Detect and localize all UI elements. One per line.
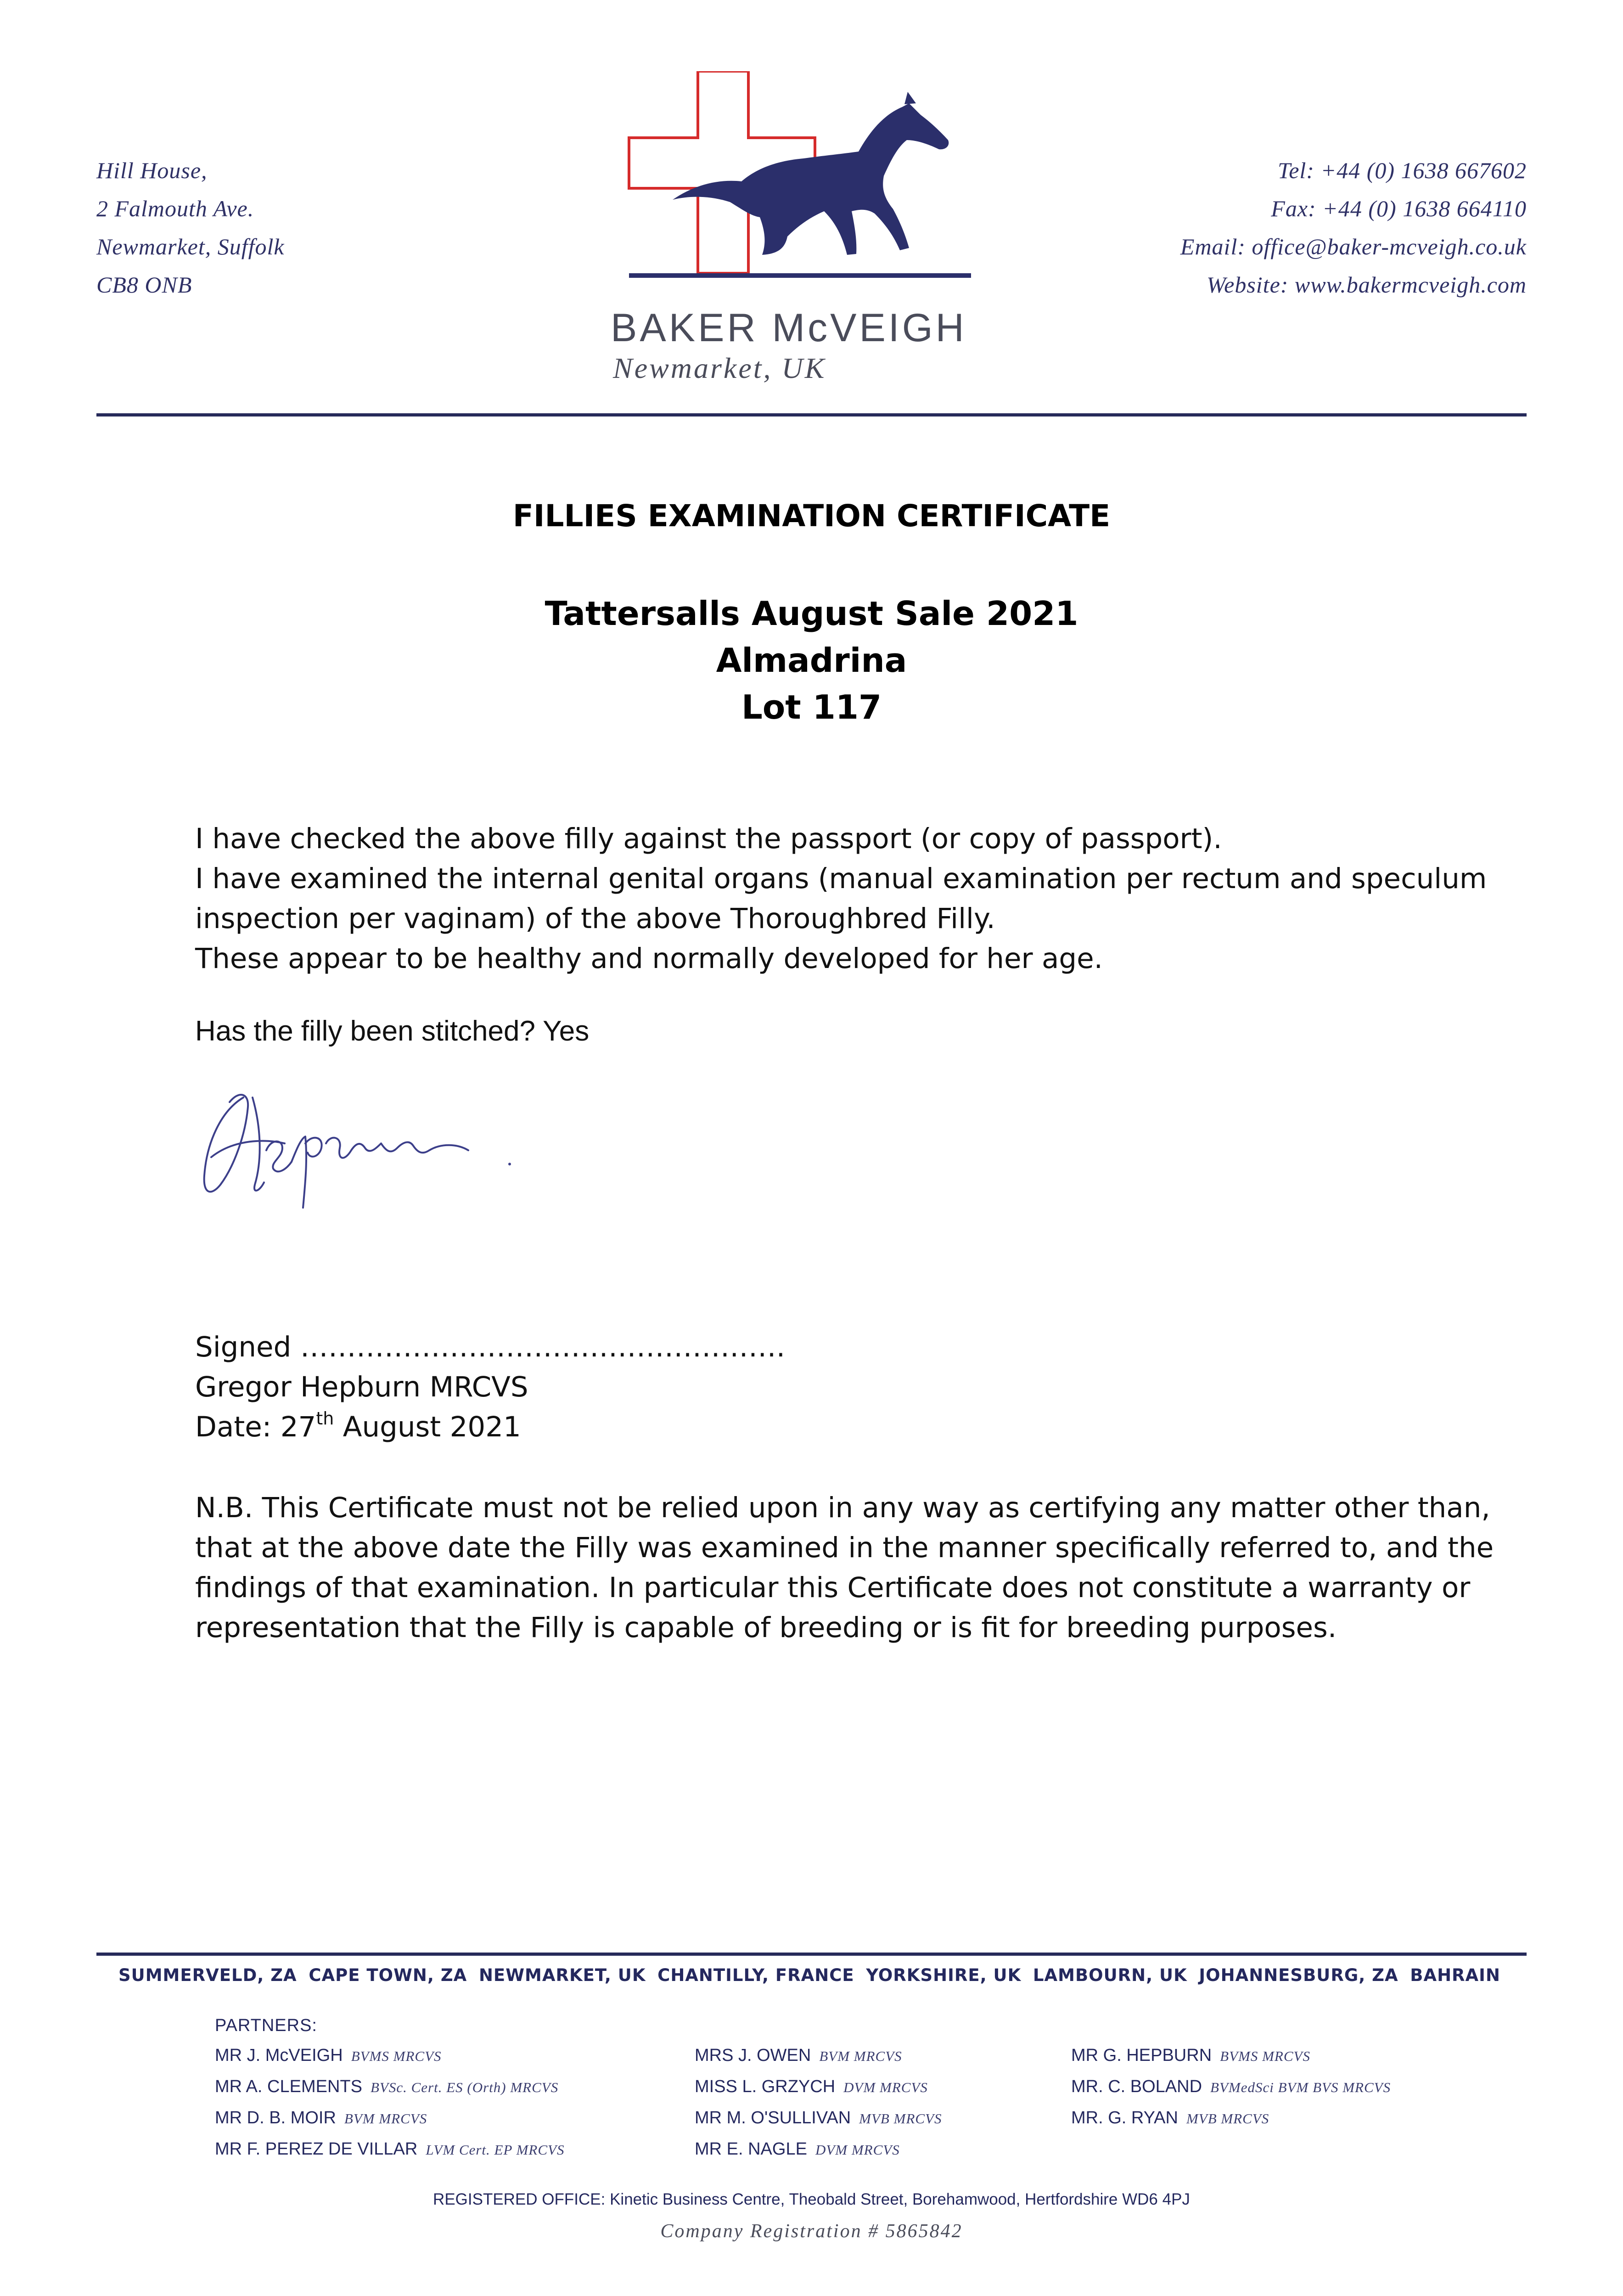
galloping-horse-icon (673, 92, 949, 255)
signature-block (195, 1327, 785, 1447)
contact-block (1180, 152, 1527, 304)
footer-divider (96, 1953, 1527, 1956)
horse-name: Almadrina (716, 641, 907, 680)
body-line: These appear to be healthy and normally developed for her age. (195, 942, 1103, 975)
partner-entry: MR D. B. MOIR BVM MRCVS (215, 2108, 427, 2127)
fax-line: Fax: +44 (0) 1638 664110 (1271, 196, 1527, 221)
signed-line: Signed ……………………………………………. (195, 1331, 786, 1363)
partners-column (1071, 2046, 1391, 2139)
lot-number: Lot 117 (741, 688, 882, 726)
email-line: Email: office@baker-mcveigh.co.uk (1180, 234, 1527, 259)
body-line: I have checked the above filly against the passport (or copy of passport). (195, 822, 1222, 855)
partner-entry: MR G. HEPBURN BVMS MRCVS (1071, 2046, 1310, 2065)
registered-office: REGISTERED OFFICE: Kinetic Business Centre, Theobald Street, Borehamwood, Hertfordshire WD6 4PJ (433, 2190, 1190, 2208)
company-registration: Company Registration # 5865842 (660, 2221, 963, 2242)
certificate-subject (0, 590, 1623, 731)
office-location: LAMBOURN, UK (1033, 1965, 1187, 1985)
partner-entry: MR. G. RYAN MVB MRCVS (1071, 2108, 1269, 2127)
body-line: I have examined the internal genital organs (manual examination per rectum and speculum (195, 862, 1487, 895)
office-location: JOHANNESBURG, ZA (1199, 1965, 1398, 1985)
partners-heading: PARTNERS: (215, 2016, 317, 2035)
office-location: CHANTILLY, FRANCE (657, 1965, 854, 1985)
disclaimer-line: N.B. This Certificate must not be relied upon in any way as certifying any matter other than, (195, 1491, 1490, 1524)
partner-entry: MR. C. BOLAND BVMedSci BVM BVS MRCVS (1071, 2077, 1391, 2096)
phone-line: Tel: +44 (0) 1638 667602 (1278, 158, 1527, 183)
address-line: Hill House, (96, 158, 208, 183)
partner-entry: MRS J. OWEN BVM MRCVS (695, 2046, 902, 2065)
address-line: 2 Falmouth Ave. (96, 196, 254, 221)
office-locations (118, 1965, 1500, 1985)
partners-column (215, 2046, 564, 2171)
partner-entry: MR M. O'SULLIVAN MVB MRCVS (695, 2108, 942, 2127)
address-line: Newmarket, Suffolk (96, 234, 285, 259)
logo-wordmark: BAKER McVEIGH (611, 306, 967, 350)
body-line: inspection per vaginam) of the above Thoroughbred Filly. (195, 902, 995, 935)
signature (193, 1070, 542, 1221)
address-block (96, 152, 285, 304)
website-line: Website: www.bakermcveigh.com (1207, 272, 1527, 298)
logo-subtitle: Newmarket, UK (613, 352, 826, 384)
examination-statement (195, 819, 1487, 979)
examination-date: Date: 27th August 2021 (195, 1408, 521, 1443)
header-divider (96, 413, 1527, 416)
signatory-name: Gregor Hepburn MRCVS (195, 1371, 528, 1403)
sale-name: Tattersalls August Sale 2021 (545, 594, 1078, 633)
office-location: BAHRAIN (1410, 1965, 1500, 1985)
partner-entry: MR E. NAGLE DVM MRCVS (695, 2139, 900, 2159)
office-location: NEWMARKET, UK (478, 1965, 646, 1985)
partner-entry: MR J. McVEIGH BVMS MRCVS (215, 2046, 442, 2065)
disclaimer-line: findings of that examination. In particular this Certificate does not constitute a warranty or (195, 1571, 1471, 1604)
partners-column (695, 2046, 942, 2171)
partner-entry: MISS L. GRZYCH DVM MRCVS (695, 2077, 928, 2096)
partner-entry: MR A. CLEMENTS BVSc. Cert. ES (Orth) MRCVS (215, 2077, 559, 2096)
office-location: SUMMERVELD, ZA (118, 1965, 297, 1985)
certificate-title: FILLIES EXAMINATION CERTIFICATE (512, 498, 1111, 534)
office-location: YORKSHIRE, UK (866, 1965, 1022, 1985)
disclaimer (195, 1488, 1494, 1648)
disclaimer-line: that at the above date the Filly was examined in the manner specifically referred to, and the (195, 1531, 1494, 1564)
disclaimer-line: representation that the Filly is capable of breeding or is fit for breeding purposes. (195, 1611, 1337, 1644)
address-line: CB8 ONB (96, 272, 192, 298)
logo (627, 71, 976, 296)
stitched-answer: Has the filly been stitched? Yes (195, 1015, 590, 1047)
partner-entry: MR F. PEREZ DE VILLAR LVM Cert. EP MRCVS (215, 2139, 565, 2159)
office-location: CAPE TOWN, ZA (309, 1965, 467, 1985)
